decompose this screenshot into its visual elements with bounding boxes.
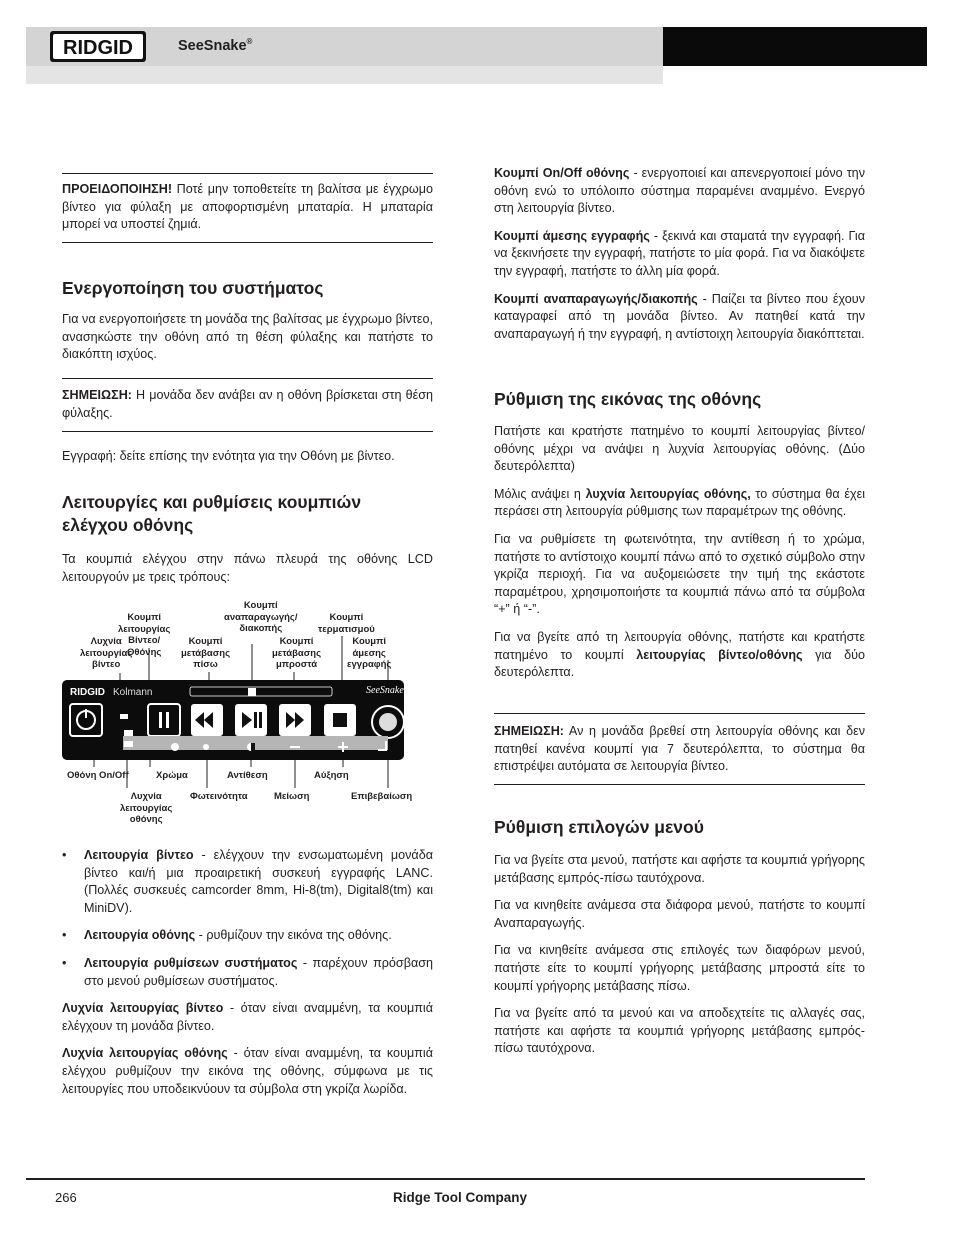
note-left: ΣΗΜΕΙΩΣΗ: Η μονάδα δεν ανάβει αν η οθόνη βρίσκεται στη θέση φύλαξης. bbox=[62, 388, 433, 420]
para-record: Εγγραφή: δείτε επίσης την ενότητα για την Οθόνη με βίντεο. bbox=[62, 449, 395, 463]
warning-rule-top bbox=[62, 173, 433, 174]
page-number: 266 bbox=[55, 1190, 77, 1205]
list-item: • Λειτουργία οθόνης - ρυθμίζουν την εικόνα της οθόνης. bbox=[62, 927, 433, 945]
para-img1: Πατήστε και κρατήστε πατημένο το κουμπί λειτουργίας βίντεο/οθόνης μέχρι να ανάψει η λυχνία λειτουργίας οθόνης. (Δύο δευτερόλεπτα) bbox=[494, 424, 865, 474]
para-menu3: Για να κινηθείτε ανάμεσα στις επιλογές των διαφόρων μενού, πατήστε είτε το κουμπί γρήγορης μετάβασης μπροστά είτε το κουμπί γρήγορης μετάβασης πίσω. bbox=[494, 943, 865, 993]
right-column-top bbox=[494, 165, 865, 343]
label-onoff: Οθόνη On/Off bbox=[67, 770, 129, 781]
list-item: • Λειτουργία βίντεο - ελέγχουν την ενσωματωμένη μονάδα βίντεο και/ή μια προαιρετική συσκευή εγγραφής LANC. (Πολλές συσκευές camcorder 8mm, Hi-8(tm), Digital8(tm) και MiniDV). bbox=[62, 847, 433, 917]
label-display-lamp: Λυχνία λειτουργίας οθόνης bbox=[120, 791, 173, 825]
note-right: ΣΗΜΕΙΩΣΗ: Αν η μονάδα βρεθεί στη λειτουργία οθόνης και δεν πατηθεί κανένα κουμπί για 7 δευτερόλεπτα, το σύστημα θα επιστρέψει αυτόματα σε λειτουργία βίντεο. bbox=[494, 724, 865, 774]
label-rewind-btn: Κουμπί μετάβασης πίσω bbox=[181, 636, 231, 670]
label-confirm: Επιβεβαίωση bbox=[351, 791, 413, 802]
para-play: Κουμπί αναπαραγωγής/διακοπής - Παίζει τα βίντεο που έχουν καταγραφεί από τη μονάδα βίντεο. Αν πατηθεί κατά την αναπαραγωγή ή την εγγραφή, η αντίστοιχη λειτουργία διακόπτεται. bbox=[494, 291, 865, 341]
para-rec: Κουμπί άμεσης εγγραφής - ξεκινά και σταματά την εγγραφή. Για να ξεκινήσετε την εγγραφή, πατήστε το μία φορά. Για να διακόψετε την εγγραφή, πατήστε το άλλη μία φορά. bbox=[494, 228, 865, 278]
note-rule-top bbox=[62, 378, 433, 379]
footer-company: Ridge Tool Company bbox=[393, 1190, 527, 1205]
svg-text:SeeSnake: SeeSnake bbox=[366, 685, 404, 696]
label-playpause-btn: Κουμπί αναπαραγωγής/ διακοπής bbox=[224, 600, 298, 634]
para-menu4: Για να βγείτε από τα μενού και να αποδεχτείτε τις αλλαγές σας, πατήστε και αφήστε τα κουμπιά γρήγορης μετάβασης εμπρός-πίσω ταυτόχρονα. bbox=[494, 1006, 865, 1056]
para-menu2: Για να κινηθείτε ανάμεσα στα διάφορα μενού, πατήστε το κουμπί Αναπαραγωγής. bbox=[494, 898, 865, 930]
svg-text:RIDGID: RIDGID bbox=[70, 687, 105, 698]
label-color: Χρώμα bbox=[156, 770, 188, 781]
para-menu1: Για να βγείτε στα μενού, πατήστε και αφήστε τα κουμπιά γρήγορης μετάβασης εμπρός-πίσω ταυτόχρονα. bbox=[494, 853, 865, 885]
para-img2: Μόλις ανάψει η λυχνία λειτουργίας οθόνης, το σύστημα θα έχει περάσει στη λειτουργία ρύθμισης των παραμέτρων της οθόνης. bbox=[494, 486, 865, 519]
para-onoff: Κουμπί On/Off οθόνης - ενεργοποιεί και απενεργοποιεί μόνο την οθόνη ενώ το υπόλοιπο σύστημα παραμένει αναμμένο. Ενεργό στη λειτουργία βίντεο. bbox=[494, 166, 865, 216]
label-video-lamp: Λυχνία λειτουργίας βίντεο bbox=[80, 636, 133, 670]
warning-rule-bottom bbox=[62, 242, 433, 243]
right-column-menu bbox=[494, 852, 865, 1058]
ridgid-logo bbox=[50, 31, 146, 62]
para-img3: Για να ρυθμίσετε τη φωτεινότητα, την αντίθεση ή το χρώμα, πατήστε το αντίστοιχο κουμπί πάνω από το σχετικό σύμβολο στην γκρίζα περιοχή. Για να αυξομειώσετε την τιμή της εκάστοτε παραμέτρου, χρησιμοποιήστε τα κουμπιά πάνω από τα σύμβολα “+” ή “-”. bbox=[494, 531, 865, 617]
footer-rule bbox=[26, 1178, 865, 1180]
para-img4: Για να βγείτε από τη λειτουργία οθόνης, πατήστε και κρατήστε πατημένο το κουμπί λειτουργίας βίντεο/οθόνης για δύο δευτερόλεπτα. bbox=[494, 629, 865, 680]
heading-menu: Ρύθμιση επιλογών μενού bbox=[494, 817, 704, 837]
note-right-rule-bottom bbox=[494, 784, 865, 785]
product-name: SeeSnake® bbox=[178, 37, 253, 54]
heading-image: Ρύθμιση της εικόνας της οθόνης bbox=[494, 389, 762, 409]
label-decrease: Μείωση bbox=[274, 791, 310, 802]
para-display-lamp: Λυχνία λειτουργίας οθόνης - όταν είναι αναμμένη, τα κουμπιά ελέγχου ρυθμίζουν την εικόνα της οθόνης, σύμφωνα με τις λειτουργίες που υποδεικνύουν τα σύμβολα στη γκρίζα λωρίδα. bbox=[62, 1046, 433, 1096]
header-strip bbox=[26, 66, 663, 84]
para-buttons: Τα κουμπιά ελέγχου στην πάνω πλευρά της οθόνης LCD λειτουργούν με τρεις τρόπους: bbox=[62, 552, 433, 584]
para-video-lamp: Λυχνία λειτουργίας βίντεο - όταν είναι αναμμένη, τα κουμπιά ελέγχουν τη μονάδα βίντεο. bbox=[62, 1001, 433, 1033]
label-increase: Αύξηση bbox=[314, 770, 349, 781]
svg-text:Kolmann: Kolmann bbox=[113, 687, 153, 698]
label-forward-btn: Κουμπί μετάβασης μπροστά bbox=[272, 636, 322, 670]
right-column-image bbox=[494, 423, 865, 682]
list-item: • Λειτουργία ρυθμίσεων συστήματος - παρέχουν πρόσβαση στο μενού ρυθμίσεων συστήματος. bbox=[62, 955, 433, 990]
header-black-block bbox=[663, 27, 927, 66]
svg-text:RIDGID: RIDGID bbox=[63, 37, 133, 59]
heading-activate: Ενεργοποίηση του συστήματος bbox=[62, 278, 324, 298]
warning-box: ΠΡΟΕΙΔΟΠΟΙΗΣΗ! Ποτέ μην τοποθετείτε τη βαλίτσα με έγχρωμο βίντεο για φύλαξη με αποφορτισμένη μπαταρία. Η μπαταρία μπορεί να υποστεί ζημιά. bbox=[62, 182, 433, 232]
label-contrast: Αντίθεση bbox=[227, 770, 268, 781]
label-record-btn: Κουμπί άμεσης εγγραφής bbox=[347, 636, 392, 670]
label-video-display-btn: Κουμπί λειτουργίας Βίντεο/Οθόνης bbox=[118, 612, 171, 658]
label-brightness: Φωτεινότητα bbox=[190, 791, 248, 802]
note-right-rule-top bbox=[494, 713, 865, 714]
para-activate: Για να ενεργοποιήσετε τη μονάδα της βαλίτσας με έγχρωμο βίντεο, ανασηκώστε την οθόνη από τη θέση φύλαξης και πατήστε το διακόπτη ισχύος. bbox=[62, 312, 433, 362]
note-rule-bottom bbox=[62, 431, 433, 432]
bullet-list-modes bbox=[62, 847, 433, 1098]
heading-buttons: Λειτουργίες και ρυθμίσεις κουμπιών ελέγχου οθόνης bbox=[62, 492, 362, 535]
label-stop-btn: Κουμπί τερματισμού bbox=[318, 612, 375, 635]
